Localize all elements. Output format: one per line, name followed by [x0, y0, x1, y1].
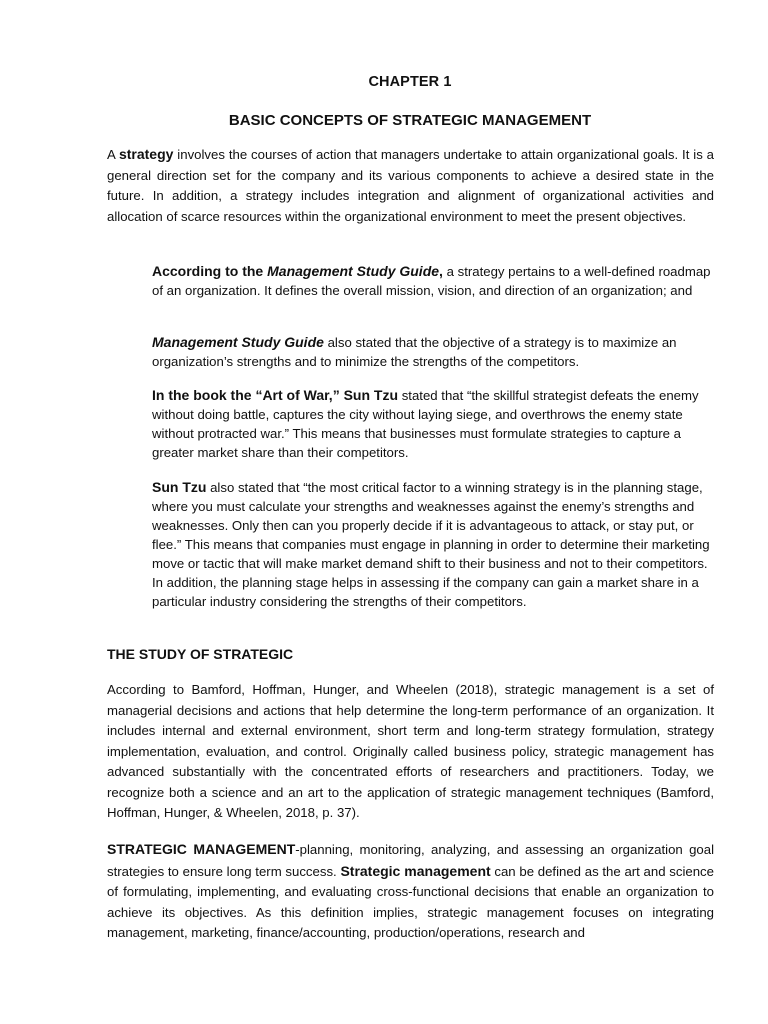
- intro-paragraph: [107, 144, 714, 227]
- section-heading: THE STUDY OF STRATEGIC: [107, 646, 294, 662]
- quote-3-text: also stated that “the most critical factor to a winning strategy is in the planning stage, where you must calculate your strengths and weaknesses against the enemy’s strengths and weaknesses. Only then can you properly decide if it is advantageous to attack, or stay put, or flee.” This means that companies must engage in planning in order to determine their marketing move or tactic that will make market demand shift to their business and not to their competitors. In addition, the planning stage helps in assessing if the company can gain a market share in a particular industry considering the strengths of their competitors.: [152, 480, 710, 609]
- quote-art-of-war: [152, 386, 712, 462]
- quote-2-bold: In the book the “Art of War,” Sun Tzu: [152, 387, 399, 403]
- quote-0-bold-italic: Management Study Guide: [267, 263, 440, 279]
- intro-lead: A: [107, 147, 119, 162]
- intro-text: involves the courses of action that managers undertake to attain organizational goals. It is a general direction set for the company and its various components to achieve a desired state in the future. In addition, a strategy includes integration and alignment of organizational activities and allocation of scarce resources within the organizational environment to meet the present objectives.: [107, 147, 714, 224]
- quote-0-bold2: ,: [439, 263, 443, 279]
- quote-0-text: a strategy pertains to a well-defined roadmap of an organization. It defines the overall mission, vision, and direction of an organization; and: [152, 264, 711, 298]
- para2-text2: can be defined as the art and science of formulating, implementing, and evaluating cross-functional decisions that enable an organization to achieve its objectives. As this definition implies, strategic management focuses on integrating management, marketing, finance/accounting, production/operations, research and: [107, 863, 714, 940]
- para2-text1: -planning, monitoring, analyzing, and assessing an organization goal strategies to ensure long term success.: [107, 842, 715, 879]
- para2-bold2: Strategic management: [340, 862, 491, 879]
- chapter-title: BASIC CONCEPTS OF STRATEGIC MANAGEMENT: [228, 112, 592, 129]
- quote-0-bold1: According to the: [152, 263, 268, 279]
- section-paragraph-2: [107, 839, 714, 944]
- chapter-label: CHAPTER 1: [368, 74, 452, 90]
- quote-sun-tzu: [152, 478, 712, 611]
- quote-1-text: also stated that the objective of a strategy is to maximize an organization’s strengths and to minimize the strengths of the competitors.: [152, 335, 677, 369]
- quote-1-bold-italic: Management Study Guide: [152, 334, 324, 350]
- para2-bold: STRATEGIC MANAGEMENT: [107, 841, 296, 857]
- quote-management-study-guide: [152, 262, 712, 300]
- quote-objective: [152, 333, 712, 371]
- section-paragraph-1: According to Bamford, Hoffman, Hunger, and Wheelen (2018), strategic management is a set of managerial decisions and actions that help determine the long-term performance of an organization. It includes internal and external environment, short term and long-term strategy formulation, strategy implementation, evaluation, and control. Originally called business policy, strategic management has advanced substantially with the concentrated efforts of researchers and practitioners. Today, we recognize both a science and an art to the application of strategic management techniques (Bamford, Hoffman, Hunger, & Wheelen, 2018, p. 37).: [107, 682, 714, 820]
- quote-3-bold: Sun Tzu: [152, 479, 207, 495]
- intro-term: strategy: [118, 146, 174, 162]
- quote-2-text: stated that “the skillful strategist defeats the enemy without doing battle, captures the city without laying siege, and overthrows the enemy state without protracted war.” This means that businesses must formulate strategies to capture a greater market share than their competitors.: [152, 388, 699, 460]
